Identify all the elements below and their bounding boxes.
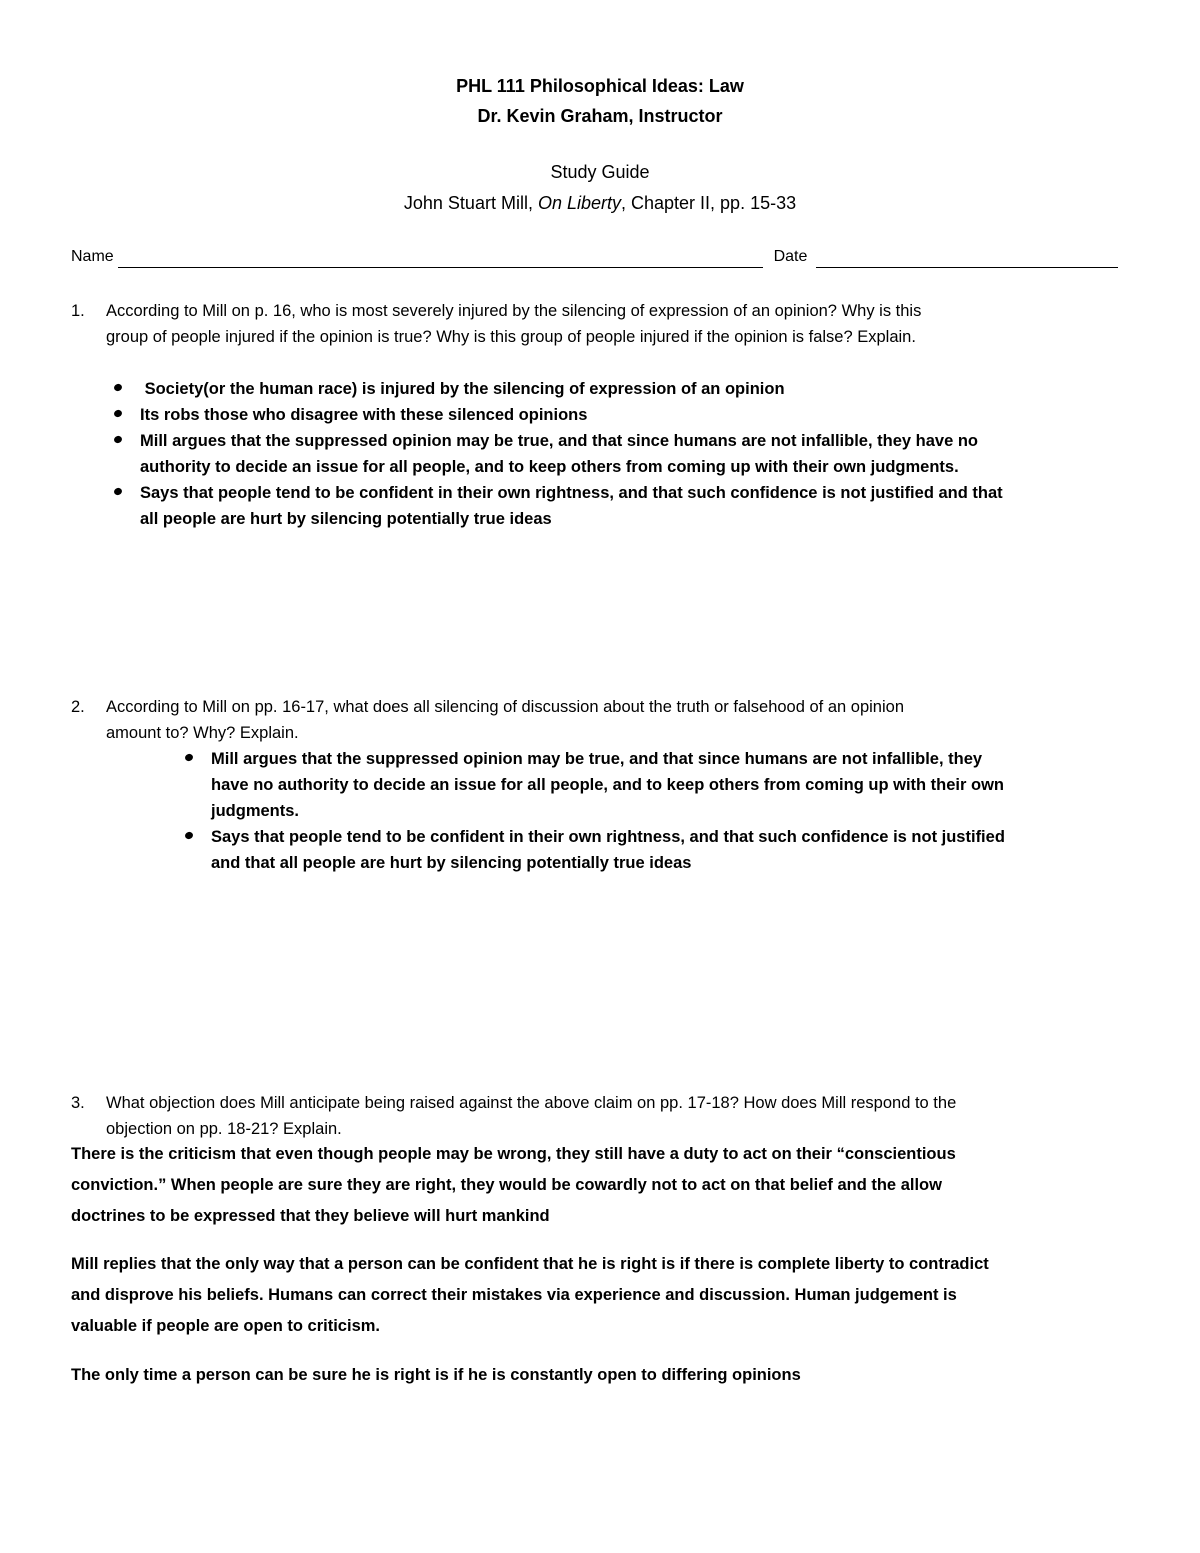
question-number: 3. [71, 1094, 85, 1112]
reading-title: On Liberty [537, 193, 621, 213]
date-field[interactable] [816, 247, 1118, 268]
answer-paragraph [71, 1139, 1141, 1232]
answer-line: all people are hurt by silencing potentially true ideas [140, 510, 552, 528]
answer-line: authority to decide an issue for all people, and to keep others from coming up with their own judgments. [140, 458, 959, 476]
date-label: Date [773, 248, 808, 265]
answer-list-1 [140, 376, 1140, 532]
name-date-row [71, 246, 1127, 268]
instructor-line: Dr. Kevin Graham, Instructor [477, 106, 723, 126]
question-line: objection on pp. 18-21? Explain. [106, 1120, 342, 1138]
answer-line: Mill argues that the suppressed opinion may be true, and that since humans are not infallible, they [211, 750, 983, 768]
question-2 [71, 694, 1151, 746]
bullet-icon [113, 487, 123, 496]
reading-line [0, 192, 1200, 214]
question-line: group of people injured if the opinion is true? Why is this group of people injured if the opinion is false? Explain. [106, 328, 916, 346]
answer-line: doctrines to be expressed that they believe will hurt mankind [71, 1207, 550, 1225]
bullet-icon [113, 409, 123, 418]
question-1 [71, 298, 1151, 350]
answer-line: There is the criticism that even though people may be wrong, they still have a duty to act on their “conscientious [71, 1145, 956, 1163]
question-number: 2. [71, 698, 85, 716]
question-3 [71, 1090, 1161, 1142]
answer-line: Says that people tend to be confident in their own rightness, and that such confidence is not justified and that [140, 484, 1003, 502]
answer-line: and that all people are hurt by silencing potentially true ideas [211, 854, 692, 872]
answer-line: conviction.” When people are sure they are right, they would be cowardly not to act on that belief and the allow [71, 1176, 942, 1194]
answer-line: valuable if people are open to criticism. [71, 1317, 381, 1335]
list-item [140, 480, 1140, 532]
course-title: PHL 111 Philosophical Ideas: Law [456, 76, 744, 96]
reading-chapter: , Chapter II, pp. 15-33 [621, 193, 797, 213]
answer-line: Society(or the human race) is injured by the silencing of expression of an opinion [140, 380, 785, 398]
answer-line: Its robs those who disagree with these silenced opinions [140, 406, 588, 424]
list-item [140, 402, 1140, 428]
answer-line: Mill replies that the only way that a person can be confident that he is right is if there is complete liberty to contradict [71, 1255, 989, 1273]
question-line: According to Mill on pp. 16-17, what does all silencing of discussion about the truth or falsehood of an opinion [106, 698, 904, 716]
question-line: What objection does Mill anticipate being raised against the above claim on pp. 17-18? How does Mill respond to the [106, 1094, 957, 1112]
answer-line: judgments. [211, 802, 300, 820]
bullet-icon [184, 831, 194, 840]
question-line: amount to? Why? Explain. [106, 724, 299, 742]
list-item [211, 824, 1141, 876]
answer-line: Says that people tend to be confident in their own rightness, and that such confidence is not justified [211, 828, 1005, 846]
answer-paragraph [71, 1249, 1141, 1342]
list-item [140, 428, 1140, 480]
bullet-icon [113, 435, 123, 444]
question-line: According to Mill on p. 16, who is most severely injured by the silencing of expression of an opinion? Why is this [106, 302, 922, 320]
name-field[interactable] [118, 247, 763, 268]
list-item [140, 376, 1140, 402]
question-text [106, 298, 921, 350]
study-guide-heading: Study Guide [550, 162, 650, 182]
bullet-icon [113, 383, 123, 392]
answer-line: Mill argues that the suppressed opinion may be true, and that since humans are not infallible, they have no [140, 432, 978, 450]
bullet-icon [184, 753, 194, 762]
question-number: 1. [71, 302, 85, 320]
answer-line: and disprove his beliefs. Humans can correct their mistakes via experience and discussion. Human judgement is [71, 1286, 957, 1304]
answer-paragraph [71, 1360, 1141, 1391]
list-item [211, 746, 1141, 824]
question-text [106, 694, 904, 746]
answer-line: The only time a person can be sure he is right is if he is constantly open to differing opinions [71, 1366, 801, 1384]
reading-author: John Stuart Mill, [403, 193, 538, 213]
name-label: Name [71, 248, 114, 265]
question-text [106, 1090, 956, 1142]
answer-line: have no authority to decide an issue for all people, and to keep others from coming up with their own [211, 776, 1005, 794]
answer-list-2 [211, 746, 1141, 876]
